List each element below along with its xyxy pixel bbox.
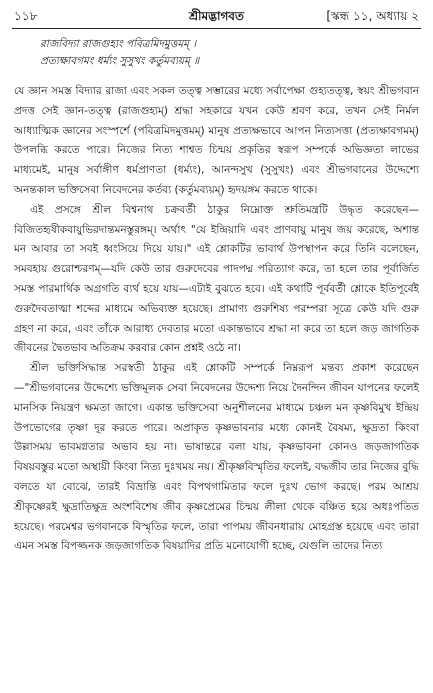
purport-text (14, 82, 419, 557)
page-number: ১১৮ (14, 9, 38, 23)
paragraph-1: যে জ্ঞান সমস্ত বিদ্যার রাজা এবং সকল তত্ত্ব সম্ভারের মধ্যে সর্বাপেক্ষা গুহ্যতত্ত্ব, স্বয়ং শ্রীভগবান প্রদত্ত সেই জ্ঞান-তত্ত্ব (রাজগুহ্যম্) শ্রদ্ধা সহকারে যখন কেউ শ্রবণ করে, তখন সেই নির্মল আধ্যাত্মিক জ্ঞানের সংস্পর্শে (পবিত্রমিদমুত্তমম্) মানুষ প্রত্যক্ষভাবে আপন নিত্যসত্তা (প্রত্যক্ষাবগমম্) উপলব্ধি করতে পারে। নিজের নিত্য শাশ্বত চিন্ময় প্রকৃতির স্বরূপ সম্পর্কে অভিজ্ঞতা লাভের মাধ্যমেই, মানুষ সর্বাঙ্গীণ ধর্মপ্রাণতা (ধর্ম্যং), আনন্দসুখ (সুসুখং) এবং শ্রীভগবানের উদ্দেশ্যে অনন্তকাল ভক্তিসেবা নিবেদনের কর্তব্য (কর্তুমব্যয়ম্) হৃদয়ঙ্গম করতে থাকে। (14, 85, 419, 196)
verse-line-2: প্রত্যক্ষাবগমং ধর্ম্যং সুসুখং কর্তুমব্যয়ম্ ॥ (40, 55, 200, 67)
paragraph-3: শ্রীল ভক্তিসিদ্ধান্ত সরস্বতী ঠাকুর এই শ্লোকটি সম্পর্কে নিম্নরূপ মন্তব্য প্রকাশ করেছেন—"শ্রীভগবানের উদ্দেশ্যে ভক্তিমূলক সেবা নিবেদনের উদ্দেশ্য নিয়ে দৈনন্দিন জীবন যাপনের ফলেই মানসিক নিয়ন্ত্রণ ক্ষমতা জাগে। একান্ত ভক্তিসেবা অনুশীলনের মাধ্যমে চঞ্চল মন কৃষ্ণবিমুখ ইন্দ্রিয় উপভোগের তৃষ্ণা দূর করতে পারে। অপ্রাকৃত কৃষ্ণভাবনার মধ্যে কোনই বৈষম্য, ক্ষুদ্রতা কিংবা উল্লাসময় ভাবমগ্নতার অভাব হয় না। ভাষান্তরে বলা যায়, কৃষ্ণভাবনা কোনও জড়জাগতিক বিষয়বস্তুর মতো অস্থায়ী কিংবা নিত্য দুঃখময় নয়। শ্রীকৃষ্ণবিস্মৃতির ফলেই, বদ্ধজীব তার নিজের বুদ্ধি বলতে যা বোঝে, তারই বিভ্রান্তি এবং বিপথগামিতার ফলে দুঃখ ভোগ করছে। পরম আশ্রয় শ্রীকৃষ্ণেরই ক্ষুদ্রাতিক্ষুদ্র অংশবিশেষ জীব কৃষ্ণপ্রেমের চিন্ময় লীলা থেকে বঞ্চিত হয়ে অধঃপতিত হয়েছে। পরমেশ্বর ভগবানকে বিস্মৃতির ফলে, তারা পাপময় জীবনধারায় মোহগ্রস্ত হয়েছে এবং তারা এমন সমস্ত বিপজ্জনক জড়জাগতিক বিষয়াদির প্রতি মনোযোগী হচ্ছে, যেগুলি তাদের নিত্য (14, 362, 419, 553)
book-title: শ্রীমদ্ভাগবত (188, 9, 244, 23)
running-header (14, 6, 419, 26)
chapter-reference: [স্কন্ধ ১১, অধ্যায় ২ (326, 9, 419, 23)
paragraph-2: এই প্রসঙ্গে শ্রীল বিশ্বনাথ চক্রবর্তী ঠাকুর নিম্নোক্ত শ্রুতিমন্ত্রটি উদ্ধৃত করেছেন— বিজিতহৃষীকবায়ুভিরদান্তমনস্তুরঙ্গম্। অর্থাৎ "যে ইন্দ্রিয়াদি এবং প্রাণবায়ু মানুষ জয় করেছে, অশান্ত মন আবার তা সবই ধ্বংসিয়ে দিয়ে যায়।" এই শ্লোকটির ভাবার্থ উপস্থাপন করে তিনি বলেছেন, সমবহায় গুরোশ্চরণম্—যদি কেউ তার গুরুদেবের পাদপদ্ম পরিত্যাগ করে, তা হলে তার পূর্বার্জিত সমস্ত পারমার্থিক অগ্রগতি ব্যর্থ হয়ে যায়—এটাই বুঝতে হবে। এই কথাটি পূর্ববর্তী শ্লোকে ইতিপূর্বেই গুরুদৈবতাত্মা শব্দের মাধ্যমে অভিব্যক্ত হয়েছে। প্রামাণ্য গুরুশিষ্য পরম্পরা সূত্রে কেউ যদি গুরু গ্রহণ না করে, এবং তাঁকে আরাধ্য দেবতার মতো একান্তভাবে শ্রদ্ধা না করে তা হলে জড় জাগতিক জীবনের দ্বৈতভাব অতিক্রম করবার কোন প্রশ্নই ওঠে না। (14, 203, 419, 355)
verse-line-1: রাজবিদ্যা রাজগুহ্যং পবিত্রমিদমুত্তমম্ । (40, 38, 197, 50)
header-divider (12, 28, 421, 29)
sanskrit-verse (40, 36, 419, 70)
